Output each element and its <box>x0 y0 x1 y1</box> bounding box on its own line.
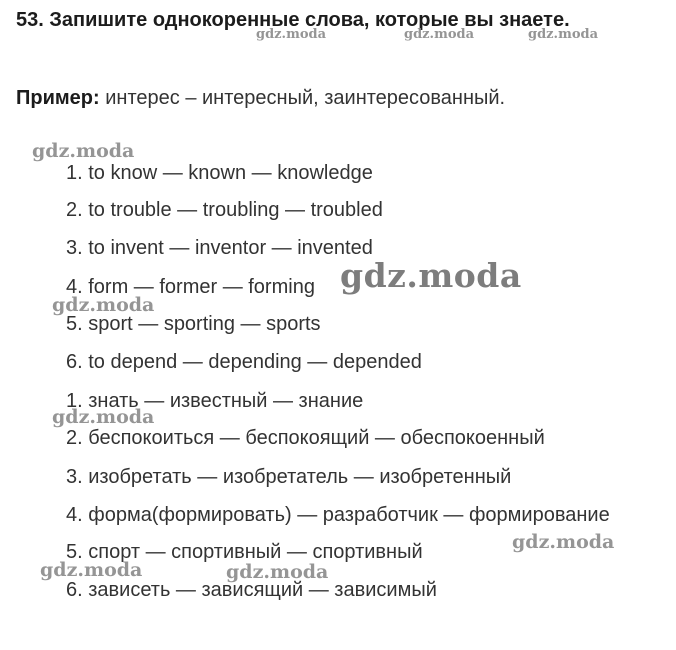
example-label: Пример: <box>16 87 100 109</box>
watermark: gdz.moda <box>340 256 522 295</box>
watermark: gdz.moda <box>512 531 615 553</box>
russian-answer-3: 3. изобретать — изобретатель — изобретенный <box>66 466 512 488</box>
watermark: gdz.moda <box>256 27 327 42</box>
watermark: gdz.moda <box>52 294 155 316</box>
russian-answer-4: 4. форма(формировать) — разработчик — формирование <box>66 504 610 526</box>
watermark: gdz.moda <box>32 140 135 162</box>
watermark: gdz.moda <box>528 27 599 42</box>
english-answer-3: 3. to invent — inventor — invented <box>66 237 373 259</box>
english-answer-2: 2. to trouble — troubling — troubled <box>66 199 383 221</box>
russian-answer-2: 2. беспокоиться — беспокоящий — обеспокоенный <box>66 427 545 449</box>
english-answer-1: 1. to know — known — knowledge <box>66 162 373 184</box>
watermark: gdz.moda <box>404 27 475 42</box>
watermark: gdz.moda <box>40 559 143 581</box>
russian-answer-6: 6. зависеть — зависящий — зависимый <box>66 579 437 601</box>
english-answer-6: 6. to depend — depending — depended <box>66 351 422 373</box>
example-line <box>16 87 505 110</box>
watermark: gdz.moda <box>226 561 329 583</box>
english-answer-4: 4. form — former — forming <box>66 276 315 298</box>
exercise-title: 53. Запишите однокоренные слова, которые вы знаете. <box>16 9 570 31</box>
english-answer-5: 5. sport — sporting — sports <box>66 313 321 335</box>
watermark: gdz.moda <box>52 406 155 428</box>
russian-answer-5: 5. спорт — спортивный — спортивный <box>66 541 423 563</box>
example-text: интерес – интересный, заинтересованный. <box>99 87 506 109</box>
russian-answer-1: 1. знать — известный — знание <box>66 390 364 412</box>
